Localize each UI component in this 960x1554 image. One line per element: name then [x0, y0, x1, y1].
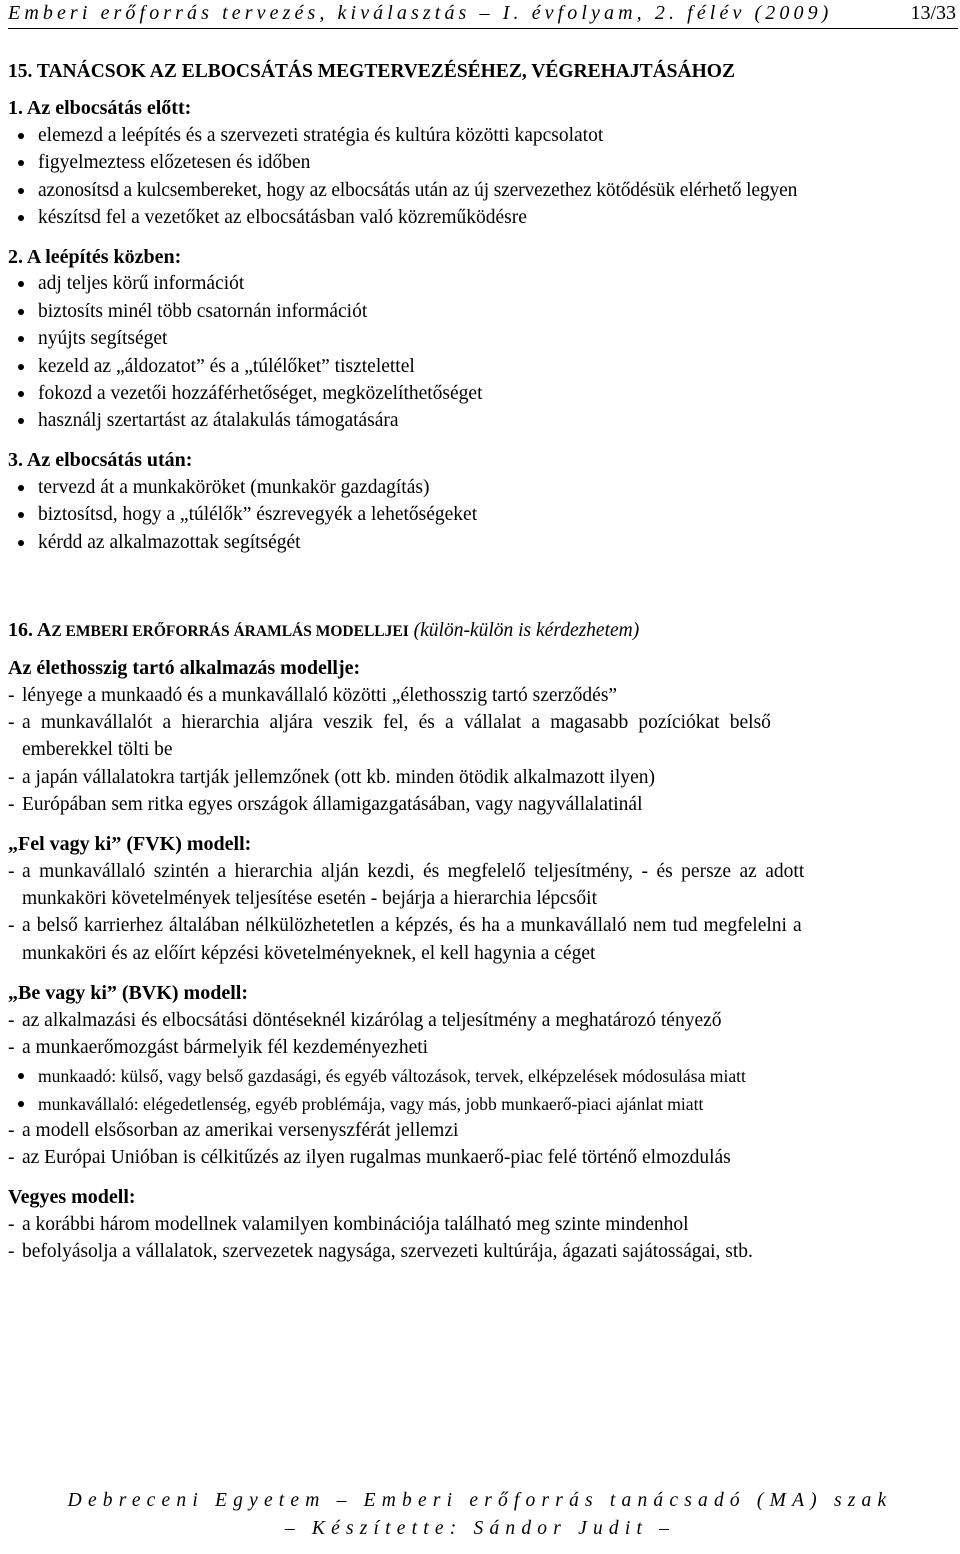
dash-item-text: az alkalmazási és elbocsátási döntéseknél kizárólag a teljesítmény a meghatározó tényező [22, 1010, 722, 1031]
dash-item-text: munkaköri követelmények teljesítése esetén - bejárja a hierarchia lépcsőit [22, 888, 598, 909]
bullet-icon [18, 1101, 24, 1107]
dash-item-text: a munkavállalót a hierarchia aljára veszik fel, és a vállalat a magasabb pozíciókat belső [22, 712, 771, 733]
list-item-text: biztosítsd, hogy a „túlélők” észrevegyék a lehetőségeket [38, 504, 478, 525]
list-item-text: kérdd az alkalmazottak segítségét [38, 532, 301, 553]
section-16-title [8, 618, 639, 644]
dash-item-text: befolyásolja a vállalatok, szervezetek nagysága, szervezeti kultúrája, ágazati sajátosságai, stb. [22, 1241, 753, 1262]
bullet-icon [18, 188, 24, 194]
list-item-text: kezeld az „áldozatot” és a „túlélőket” tisztelettel [38, 356, 415, 377]
dash-item-text: a korábbi három modellnek valamilyen kombinációja található meg szinte mindenhol [22, 1214, 689, 1235]
list-item-text: munkaadó: külső, vagy belső gazdasági, és egyéb változások, tervek, elképzelések módosulása miatt [38, 1066, 746, 1086]
header-title: Emberi erőforrás tervezés, kiválasztás – I. évfolyam, 2. félév (2009) [8, 2, 833, 24]
list-item-text: biztosíts minél több csatornán információt [38, 301, 368, 322]
subsection-3-heading: 3. Az elbocsátás után: [8, 449, 193, 471]
section-15-title-text: 15. TANÁCSOK AZ ELBOCSÁTÁS MEGTERVEZÉSÉHEZ, VÉGREHAJTÁSÁHOZ [8, 61, 735, 82]
dash-item-text: lényege a munkaadó és a munkavállaló közötti „élethosszig tartó szerződés” [22, 685, 618, 706]
subsection-2-heading: 2. A leépítés közben: [8, 246, 182, 268]
section-16-title-text: Z EMBERI ERŐFORRÁS ÁRAMLÁS MODELLJEI [51, 623, 409, 640]
bullet-icon [18, 512, 24, 518]
bullet-icon [18, 160, 24, 166]
bullet-icon [18, 309, 24, 315]
dash-item-text: a japán vállalatokra tartják jellemzőnek (ott kb. minden ötödik alkalmazott ilyen) [22, 767, 655, 788]
bullet-icon [18, 485, 24, 491]
section-16-note: (külön-külön is kérdezhetem) [413, 620, 640, 641]
list-item-text: használj szertartást az átalakulás támogatására [38, 410, 399, 431]
model-4-heading: Vegyes modell: [8, 1186, 136, 1208]
footer-line-2: – Készítette: Sándor Judit – [284, 1518, 676, 1539]
list-item-text: tervezd át a munkaköröket (munkakör gazdagítás) [38, 477, 430, 498]
list-item-text: adj teljes körű információt [38, 273, 245, 294]
page-number: 13/33 [910, 2, 956, 24]
dash-item-text: a modell elsősorban az amerikai versenyszférát jellemzi [22, 1120, 459, 1141]
dash-item-text: a munkaerőmozgást bármelyik fél kezdeményezheti [22, 1037, 429, 1058]
footer-line-1: Debreceni Egyetem – Emberi erőforrás tanácsadó (MA) szak [67, 1490, 893, 1511]
list-item-text: fokozd a vezetői hozzáférhetőséget, megközelíthetőséget [38, 383, 483, 404]
bullet-icon [18, 364, 24, 370]
list-item-text: készítsd fel a vezetőket az elbocsátásban való közreműködésre [38, 207, 527, 228]
bullet-icon [18, 540, 24, 546]
bullet-icon [18, 418, 24, 424]
section-16-number: 16. A [8, 619, 52, 641]
bullet-icon [18, 281, 24, 287]
list-item-text: nyújts segítséget [38, 328, 168, 349]
bullet-icon [18, 391, 24, 397]
document-page: Emberi erőforrás tervezés, kiválasztás – I. évfolyam, 2. félév (2009) 13/33 15. TANÁCSOK AZ ELBOCSÁTÁS MEGTERVEZÉSÉHEZ, VÉGREHAJTÁSÁHOZ 1. Az elbocsátás előtt: elemezd a leépítés és a szervezeti stratégia és kultúra közötti kapcsolatot figyelmeztess előzetesen és időben azonosítsd a kulcsembereket, hogy az elbocsátás után az új szervezethez kötődésük elérhető legyen készítsd fel a vezetőket az elbocsátásban való közreműködésre 2. A leépítés közben: adj teljes körű információt biztosíts minél több csatornán információt nyújts segítséget kezeld az „áldozatot” és a „túlélőket” tisztelettel fokozd a vezetői hozzáférhetőséget, megközelíthetőséget használj szertartást az átalakulás támogatására 3. Az elbocsátás után: tervezd át a munkaköröket (munkakör gazdagítás) biztosítsd, hogy a „túlélők” észrevegyék a lehetőségeket kérdd az alkalmazottak segítségét 16. AZ EMBERI ERŐFORRÁS ÁRAMLÁS MODELLJEI (külön-külön is kérdezhetem) Az élethosszig tartó alkalmazás modellje: - lényege a munkaadó és a munkavállaló közötti „élethosszig tartó szerződés” - a munkavállalót a hierarchia aljára veszik fel, és a vállalat a magasabb pozíciókat belső emberekkel tölti be - a japán vállalatokra tartják jellemzőnek (ott kb. minden ötödik alkalmazott ilyen) - Európában sem ritka egyes országok államigazgatásában, vagy nagyvállalatinál „Fel vagy ki” (FVK) modell: - a munkavállaló szintén a hierarchia alján kezdi, és megfelelő teljesítmény, - és persze az adott munkaköri követelmények teljesítése esetén - bejárja a hierarchia lépcsőit - a belső karrierhez általában nélkülözhetetlen a képzés, és ha a munkavállaló nem tud megfelelni a munkaköri és az előírt képzési követelményeknek, el kell hagynia a céget „Be vagy ki” (BVK) modell: - az alkalmazási és elbocsátási döntéseknél kizárólag a teljesítmény a meghatározó tényező - a munkaerőmozgást bármelyik fél kezdeményezheti munkaadó: külső, vagy belső gazdasági, és egyéb változások, tervek, elképzelések módosulása miatt munkavállaló: elégedetlenség, egyéb problémája, vagy más, jobb munkaerő-piaci ajánlat miatt - a modell elsősorban az amerikai versenyszférát jellemzi - az Európai Unióban is célkitűzés az ilyen rugalmas munkaerő-piac felé történő elmozdulás Vegyes modell: - a korábbi három modellnek valamilyen kombinációja található meg szinte mindenhol - befolyásolja a vállalatok, szervezetek nagysága, szervezeti kultúrája, ágazati sajátosságai, stb. Debreceni Egyetem – Emberi erőforrás tanácsadó (MA) szak – Készítette: Sándor Judit – [0, 0, 960, 1554]
section-15-title [8, 60, 735, 84]
list-item-text: elemezd a leépítés és a szervezeti stratégia és kultúra közötti kapcsolatot [38, 125, 604, 146]
bullet-icon [18, 215, 24, 221]
bullet-icon [18, 336, 24, 342]
bullet-icon [18, 133, 24, 139]
bullet-icon [18, 1073, 24, 1079]
dash-item-text: munkaköri és az előírt képzési követelményeknek, el kell hagynia a céget [22, 943, 596, 964]
running-header [8, 0, 958, 29]
dash-item-text: az Európai Unióban is célkitűzés az ilyen rugalmas munkaerő-piac felé történő elmozdulás [22, 1147, 731, 1168]
list-item-text: figyelmeztess előzetesen és időben [38, 152, 311, 173]
model-2-heading: „Fel vagy ki” (FVK) modell: [8, 833, 252, 855]
dash-item-text: a munkavállaló szintén a hierarchia alján kezdi, és megfelelő teljesítmény, - és persze az adott [22, 861, 805, 882]
dash-item-text: a belső karrierhez általában nélkülözhetetlen a képzés, és ha a munkavállaló nem tud megfelelni a [22, 915, 802, 936]
model-1-heading: Az élethosszig tartó alkalmazás modellje: [8, 657, 361, 679]
list-item-text: azonosítsd a kulcsembereket, hogy az elbocsátás után az új szervezethez kötődésük elérhető legyen [38, 180, 798, 201]
dash-item-text: Európában sem ritka egyes országok államigazgatásában, vagy nagyvállalatinál [22, 794, 643, 815]
dash-item-text: emberekkel tölti be [22, 739, 173, 760]
subsection-1-heading: 1. Az elbocsátás előtt: [8, 97, 192, 119]
list-item-text: munkavállaló: elégedetlenség, egyéb problémája, vagy más, jobb munkaerő-piaci ajánlat miatt [38, 1094, 704, 1114]
model-3-heading: „Be vagy ki” (BVK) modell: [8, 982, 248, 1004]
